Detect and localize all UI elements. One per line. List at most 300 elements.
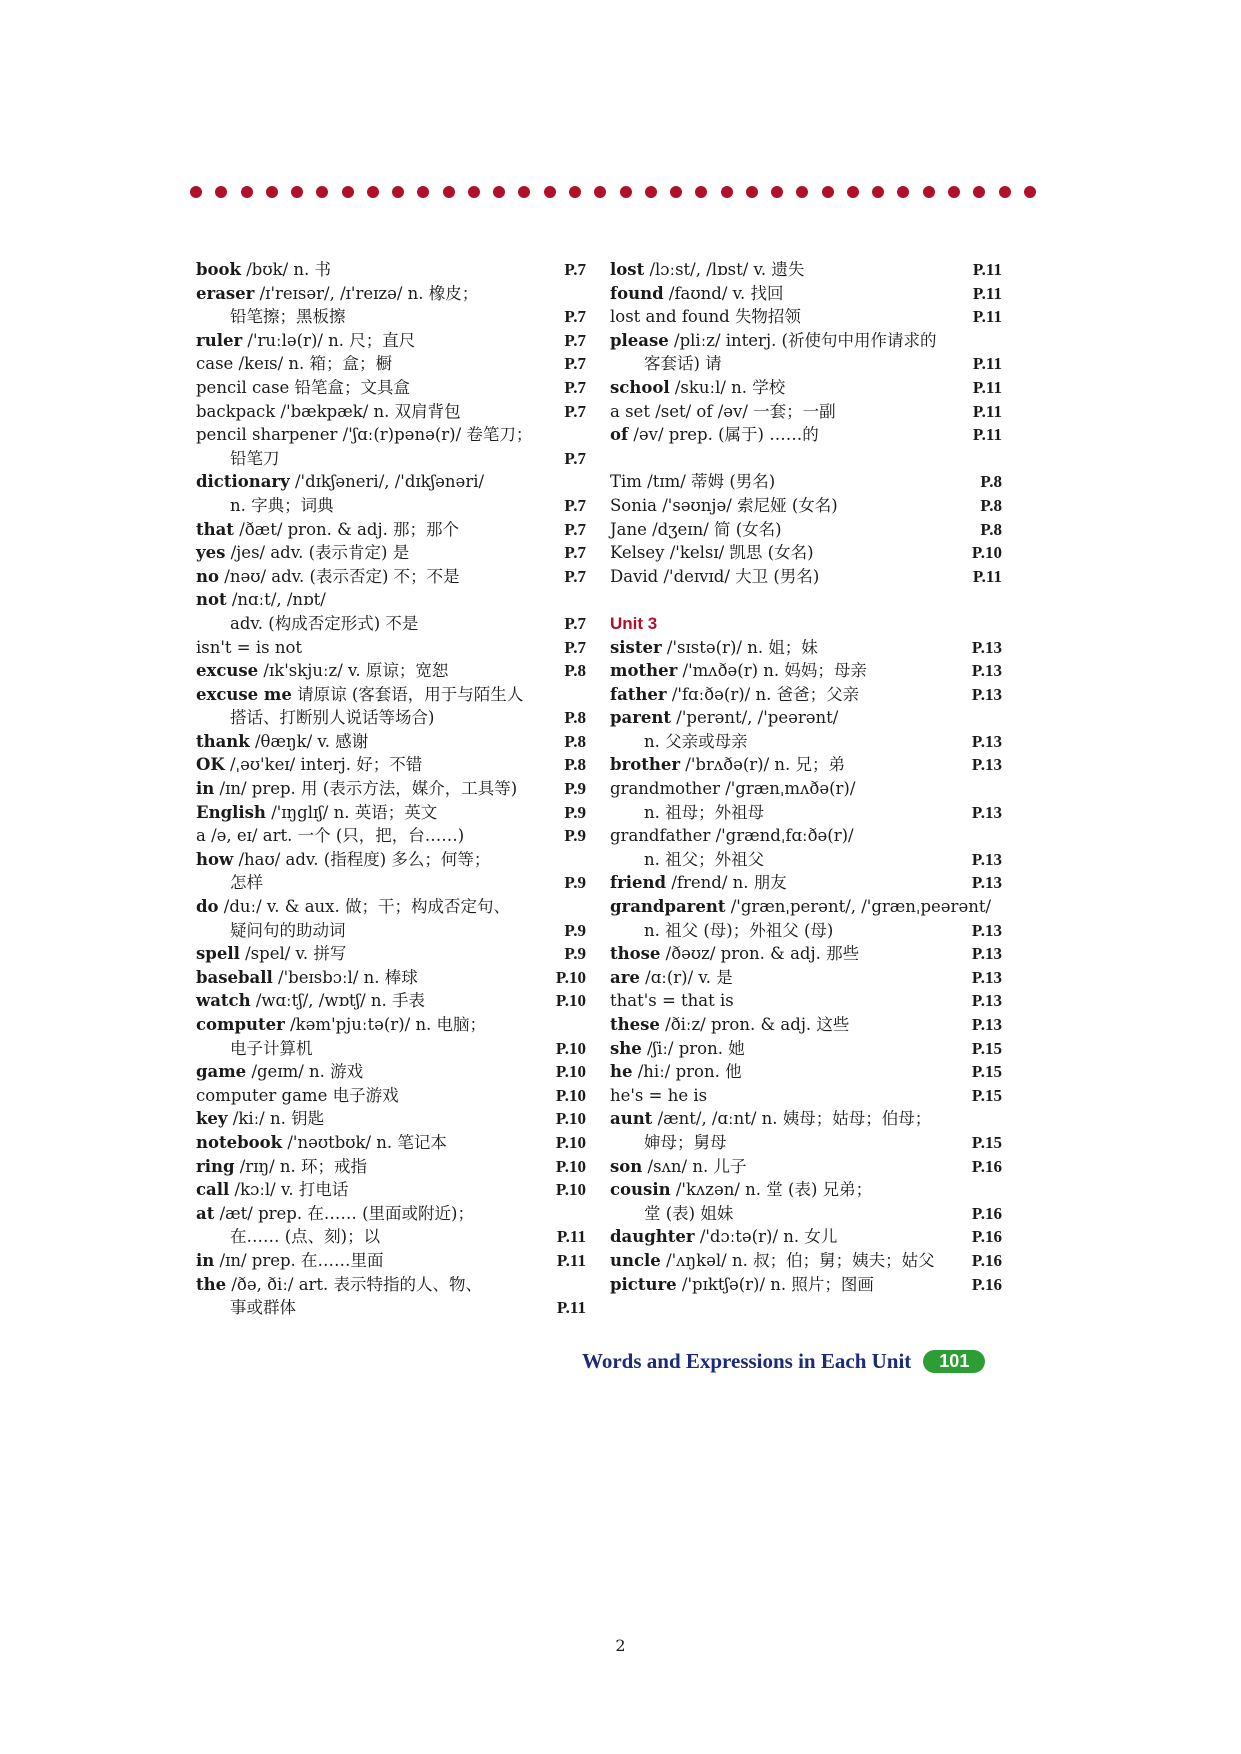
entry-text bbox=[644, 848, 764, 872]
page-ref: P.9 bbox=[564, 826, 586, 846]
divider-dot bbox=[215, 186, 227, 198]
page-ref: P.10 bbox=[555, 1085, 586, 1105]
divider-dot bbox=[822, 186, 834, 198]
divider-dot bbox=[544, 186, 556, 198]
entry-text bbox=[230, 1225, 380, 1249]
vocab-entry bbox=[196, 565, 586, 589]
vocab-entry bbox=[610, 777, 1002, 801]
vocab-entry bbox=[196, 753, 586, 777]
page-ref: P.8 bbox=[980, 519, 1002, 539]
vocab-entry bbox=[196, 494, 586, 518]
entry-text bbox=[610, 659, 867, 683]
vocab-entry bbox=[196, 730, 586, 754]
entry-text bbox=[610, 565, 819, 589]
vocab-entry bbox=[196, 989, 586, 1013]
definition: a set /set/ of /əv/ 一套；一副 bbox=[610, 401, 836, 421]
definition: pencil case 铅笔盒；文具盒 bbox=[196, 377, 411, 397]
page-ref: P.13 bbox=[971, 661, 1002, 681]
headword: that bbox=[196, 519, 234, 539]
entry-text bbox=[610, 1178, 872, 1202]
headword: school bbox=[610, 377, 670, 397]
definition: /sʌn/ n. 儿子 bbox=[647, 1156, 747, 1176]
page-ref: P.15 bbox=[971, 1132, 1002, 1152]
entry-text bbox=[196, 683, 523, 707]
page-ref: P.7 bbox=[564, 260, 586, 279]
page-ref: P.16 bbox=[971, 1156, 1002, 1176]
page-ref: P.11 bbox=[972, 307, 1002, 327]
headword: mother bbox=[610, 661, 678, 681]
headword: OK bbox=[196, 755, 225, 775]
entry-text bbox=[196, 588, 326, 612]
vocab-column-left bbox=[196, 258, 586, 1320]
vocab-entry bbox=[610, 352, 1002, 376]
entry-text bbox=[230, 305, 346, 329]
definition: /ðə, ðiː/ art. 表示特指的人、物、 bbox=[231, 1274, 483, 1294]
definition: 怎样 bbox=[230, 873, 263, 893]
entry-text bbox=[196, 329, 415, 353]
page-ref: P.10 bbox=[555, 1132, 586, 1152]
headword: at bbox=[196, 1203, 215, 1223]
vocab-entry bbox=[610, 989, 1002, 1013]
entry-text bbox=[196, 777, 517, 801]
entry-text bbox=[610, 376, 785, 400]
entry-text bbox=[610, 824, 854, 848]
headword: computer bbox=[196, 1015, 285, 1034]
entry-text bbox=[196, 470, 484, 494]
headword: in bbox=[196, 779, 215, 799]
definition: /'nəʊtbʊk/ n. 笔记本 bbox=[287, 1132, 447, 1152]
definition: pencil sharpener /'ʃɑː(r)pənə(r)/ 卷笔刀； bbox=[196, 425, 533, 445]
definition: /frend/ n. 朋友 bbox=[671, 873, 787, 893]
vocab-entry bbox=[196, 588, 586, 612]
headword: sister bbox=[610, 637, 662, 657]
vocab-entry bbox=[610, 1155, 1002, 1179]
definition: /haʊ/ adv. (指程度) 多么；何等； bbox=[238, 849, 491, 869]
entry-text bbox=[610, 258, 804, 282]
divider-dot bbox=[999, 186, 1011, 198]
vocab-entry bbox=[610, 329, 1002, 353]
page-ref: P.9 bbox=[564, 779, 586, 799]
vocab-entry bbox=[196, 518, 586, 542]
definition: 铅笔刀 bbox=[230, 448, 280, 468]
definition: case /keɪs/ n. 箱；盒；橱 bbox=[196, 354, 393, 374]
page-ref: P.13 bbox=[971, 967, 1002, 987]
definition: /'grænˌperənt/, /'grænˌpeərənt/ bbox=[730, 897, 992, 917]
headword: watch bbox=[196, 991, 251, 1011]
headword: spell bbox=[196, 944, 240, 964]
vocab-entry bbox=[610, 895, 1002, 919]
entry-text bbox=[610, 282, 783, 306]
vocab-entry bbox=[610, 588, 1002, 612]
definition: /'mʌðə(r) n. 妈妈；母亲 bbox=[682, 661, 867, 681]
definition: /'dɪkʃəneri/, /'dɪkʃənəri/ bbox=[294, 472, 485, 492]
definition: /pliːz/ interj. (祈使句中用作请求的 bbox=[674, 330, 937, 350]
headword: notebook bbox=[196, 1132, 283, 1152]
definition: /ðæt/ pron. & adj. 那；那个 bbox=[239, 519, 460, 539]
definition: /duː/ v. & aux. 做；干；构成否定句、 bbox=[223, 897, 510, 917]
page-ref: P.13 bbox=[971, 920, 1002, 940]
entry-text bbox=[610, 1013, 849, 1037]
entry-text bbox=[196, 518, 459, 542]
divider-dot bbox=[620, 186, 632, 198]
vocab-entry bbox=[610, 636, 1002, 660]
definition: /skuːl/ n. 学校 bbox=[674, 377, 786, 397]
definition: /ðəʊz/ pron. & adj. 那些 bbox=[665, 944, 860, 964]
vocab-entry bbox=[196, 919, 586, 943]
vocab-entry bbox=[610, 683, 1002, 707]
divider-dot bbox=[241, 186, 253, 198]
definition: computer game 电子游戏 bbox=[196, 1085, 399, 1105]
vocab-entry bbox=[196, 1107, 586, 1131]
definition: /ˌəʊ'keɪ/ interj. 好；不错 bbox=[229, 755, 423, 775]
divider-dot bbox=[872, 186, 884, 198]
entry-text bbox=[610, 989, 734, 1013]
entry-text bbox=[196, 1202, 474, 1226]
headword: brother bbox=[610, 755, 681, 775]
page-ref: P.11 bbox=[972, 401, 1002, 421]
page-ref: P.11 bbox=[556, 1227, 586, 1247]
definition: he's = he is bbox=[610, 1085, 708, 1105]
definition: /bʊk/ n. 书 bbox=[246, 260, 332, 279]
vocab-entry bbox=[196, 848, 586, 872]
page-ref: P.11 bbox=[556, 1250, 586, 1270]
headword: please bbox=[610, 330, 669, 350]
page-ref: P.11 bbox=[556, 1298, 586, 1318]
headword: aunt bbox=[610, 1109, 653, 1129]
vocab-entry bbox=[610, 1249, 1002, 1273]
definition: a /ə, eɪ/ art. 一个 (只，把，台……) bbox=[196, 826, 465, 846]
vocab-entry bbox=[196, 1249, 586, 1273]
unit-title: Unit 3 bbox=[610, 613, 658, 633]
headword: in bbox=[196, 1250, 215, 1270]
definition: Sonia /'səʊnjə/ 索尼娅 (女名) bbox=[610, 495, 838, 515]
divider-dot bbox=[721, 186, 733, 198]
entry-text bbox=[196, 541, 409, 565]
entry-text bbox=[196, 565, 460, 589]
page-ref: P.16 bbox=[971, 1203, 1002, 1223]
page-ref: P.10 bbox=[555, 1038, 586, 1058]
vocab-entry bbox=[610, 1131, 1002, 1155]
definition: /kəm'pjuːtə(r)/ n. 电脑； bbox=[290, 1015, 487, 1034]
page-ref: P.13 bbox=[971, 802, 1002, 822]
page-ref: P.15 bbox=[971, 1085, 1002, 1105]
vocab-entry bbox=[610, 1273, 1002, 1297]
page-ref: P.11 bbox=[972, 425, 1002, 445]
page-ref: P.8 bbox=[564, 731, 586, 751]
page-ref: P.10 bbox=[555, 1156, 586, 1176]
vocab-entry bbox=[196, 636, 586, 660]
headword: excuse me bbox=[196, 684, 292, 704]
page-ref: P.13 bbox=[971, 991, 1002, 1011]
vocab-entry bbox=[196, 376, 586, 400]
vocab-entry bbox=[610, 1202, 1002, 1226]
entry-text bbox=[230, 1037, 313, 1061]
vocab-entry bbox=[196, 423, 586, 447]
page-ref: P.13 bbox=[971, 684, 1002, 704]
definition: /ðiːz/ pron. & adj. 这些 bbox=[665, 1015, 850, 1034]
entry-text bbox=[196, 1131, 447, 1155]
headword: baseball bbox=[196, 967, 273, 987]
entry-text bbox=[610, 1225, 837, 1249]
definition: Tim /tɪm/ 蒂姆 (男名) bbox=[610, 472, 776, 492]
vocab-entry bbox=[196, 706, 586, 730]
page-ref: P.7 bbox=[564, 307, 586, 327]
definition: /'kʌzən/ n. 堂 (表) 兄弟； bbox=[675, 1180, 873, 1200]
definition: /ɪn/ prep. 在……里面 bbox=[219, 1250, 384, 1270]
headword: picture bbox=[610, 1274, 677, 1294]
entry-text bbox=[196, 423, 532, 447]
vocab-entry bbox=[196, 824, 586, 848]
definition: grandfather /'grændˌfɑːðə(r)/ bbox=[610, 826, 854, 846]
divider-dot bbox=[973, 186, 985, 198]
entry-text bbox=[196, 1013, 486, 1037]
entry-text bbox=[644, 801, 764, 825]
vocab-entry bbox=[610, 400, 1002, 424]
page-badge: 101 bbox=[923, 1350, 985, 1373]
definition: /ɪk'skjuːz/ v. 原谅；宽恕 bbox=[263, 661, 449, 681]
entry-text bbox=[196, 966, 418, 990]
divider-dot bbox=[670, 186, 682, 198]
headword: cousin bbox=[610, 1180, 671, 1200]
definition: /'ɪŋglɪʃ/ n. 英语；英文 bbox=[271, 802, 438, 822]
vocab-entry bbox=[196, 352, 586, 376]
entry-text bbox=[610, 1084, 707, 1108]
vocab-entry bbox=[196, 1060, 586, 1084]
headword: yes bbox=[196, 543, 226, 563]
entry-text bbox=[644, 1131, 727, 1155]
page-ref: P.10 bbox=[555, 991, 586, 1011]
vocab-entry bbox=[610, 1060, 1002, 1084]
vocab-entry bbox=[196, 683, 586, 707]
entry-text bbox=[196, 400, 461, 424]
entry-text bbox=[610, 942, 859, 966]
entry-text bbox=[610, 1037, 745, 1061]
vocab-entry bbox=[196, 895, 586, 919]
entry-text bbox=[610, 612, 657, 636]
entry-text bbox=[196, 824, 464, 848]
vocab-entry bbox=[610, 1225, 1002, 1249]
page-ref: P.8 bbox=[980, 472, 1002, 492]
vocab-entry bbox=[196, 1013, 586, 1037]
definition: 请原谅 (客套语，用于与陌生人 bbox=[297, 684, 524, 704]
page-ref: P.7 bbox=[564, 448, 586, 468]
vocab-entry bbox=[610, 305, 1002, 329]
page-ref: P.7 bbox=[564, 377, 586, 397]
page-ref: P.9 bbox=[564, 873, 586, 893]
entry-text bbox=[196, 1155, 367, 1179]
headword: dictionary bbox=[196, 472, 290, 492]
headword: those bbox=[610, 944, 661, 964]
divider-dot bbox=[417, 186, 429, 198]
vocab-entry bbox=[610, 801, 1002, 825]
vocab-entry bbox=[610, 966, 1002, 990]
vocab-entry bbox=[196, 777, 586, 801]
page-ref: P.9 bbox=[564, 802, 586, 822]
page-ref: P.7 bbox=[564, 330, 586, 350]
page-ref: P.15 bbox=[971, 1062, 1002, 1082]
vocab-entry bbox=[610, 1178, 1002, 1202]
page-ref: P.10 bbox=[555, 1062, 586, 1082]
vocab-entry bbox=[610, 376, 1002, 400]
divider-dot bbox=[493, 186, 505, 198]
divider-dot bbox=[190, 186, 202, 198]
vocab-entry bbox=[196, 258, 586, 282]
headword: how bbox=[196, 849, 234, 869]
entry-text bbox=[610, 636, 818, 660]
footer-title: Words and Expressions in Each Unit bbox=[582, 1349, 912, 1373]
definition: 客套话) 请 bbox=[644, 354, 722, 374]
definition: 疑问句的助动词 bbox=[230, 920, 346, 940]
page-ref: P.7 bbox=[564, 566, 586, 586]
definition: lost and found 失物招领 bbox=[610, 307, 801, 327]
definition: /æt/ prep. 在…… (里面或附近)； bbox=[219, 1203, 474, 1223]
vocab-entry bbox=[196, 1202, 586, 1226]
vocab-entry bbox=[610, 447, 1002, 471]
entry-text bbox=[196, 352, 392, 376]
entry-text bbox=[230, 447, 280, 471]
page-footer bbox=[582, 1349, 985, 1374]
definition: /rɪŋ/ n. 环；戒指 bbox=[239, 1156, 368, 1176]
entry-text bbox=[196, 730, 368, 754]
entry-text bbox=[610, 518, 782, 542]
entry-text bbox=[644, 1202, 733, 1226]
definition: /'beɪsbɔːl/ n. 棒球 bbox=[278, 967, 418, 987]
vocab-entry bbox=[196, 1273, 586, 1297]
page-ref: P.13 bbox=[971, 849, 1002, 869]
definition: /wɑːtʃ/, /wɒtʃ/ n. 手表 bbox=[255, 991, 426, 1011]
divider-dot bbox=[316, 186, 328, 198]
definition: 搭话、打断别人说话等场合) bbox=[230, 708, 435, 728]
definition: 事或群体 bbox=[230, 1298, 296, 1318]
page-ref: P.13 bbox=[971, 731, 1002, 751]
definition: /θæŋk/ v. 感谢 bbox=[255, 731, 369, 751]
vocab-entry bbox=[196, 400, 586, 424]
entry-text bbox=[196, 1178, 348, 1202]
headword: English bbox=[196, 802, 266, 822]
headword: game bbox=[196, 1062, 247, 1082]
vocab-entry bbox=[196, 329, 586, 353]
page-ref: P.11 bbox=[972, 260, 1002, 279]
headword: friend bbox=[610, 873, 667, 893]
definition: /'perənt/, /'peərənt/ bbox=[676, 708, 839, 728]
definition: /spel/ v. 拼写 bbox=[245, 944, 347, 964]
definition: /'pɪktʃə(r)/ n. 照片；图画 bbox=[681, 1274, 874, 1294]
page-ref: P.11 bbox=[972, 283, 1002, 303]
entry-text bbox=[610, 706, 838, 730]
headword: no bbox=[196, 566, 220, 586]
divider-dot bbox=[746, 186, 758, 198]
definition: n. 祖母；外祖母 bbox=[644, 802, 765, 822]
headword: grandparent bbox=[610, 897, 726, 917]
vocab-entry bbox=[196, 942, 586, 966]
vocab-entry bbox=[610, 518, 1002, 542]
page-ref: P.7 bbox=[564, 637, 586, 657]
entry-text bbox=[230, 612, 418, 636]
definition: /'ʌŋkəl/ n. 叔；伯；舅；姨夫；姑父 bbox=[666, 1250, 935, 1270]
page-ref: P.11 bbox=[972, 566, 1002, 586]
page-ref: P.8 bbox=[980, 495, 1002, 515]
definition: 堂 (表) 姐妹 bbox=[644, 1203, 734, 1223]
vocab-entry bbox=[610, 1037, 1002, 1061]
entry-text bbox=[196, 258, 331, 282]
divider-dot bbox=[266, 186, 278, 198]
page-ref: P.13 bbox=[971, 873, 1002, 893]
page-ref: P.16 bbox=[971, 1250, 1002, 1270]
entry-text bbox=[196, 1249, 384, 1273]
page-ref: P.11 bbox=[972, 354, 1002, 374]
vocab-entry bbox=[196, 871, 586, 895]
definition: /lɔːst/, /lɒst/ v. 遗失 bbox=[649, 260, 805, 279]
definition: 电子计算机 bbox=[230, 1038, 313, 1058]
definition: /hiː/ pron. 他 bbox=[637, 1062, 742, 1082]
page-ref: P.11 bbox=[972, 377, 1002, 397]
entry-text bbox=[196, 801, 437, 825]
vocab-entry bbox=[610, 1013, 1002, 1037]
definition: /geɪm/ n. 游戏 bbox=[251, 1062, 364, 1082]
entry-text bbox=[610, 470, 775, 494]
entry-text bbox=[196, 848, 490, 872]
page-ref: P.7 bbox=[564, 354, 586, 374]
definition: 婶母；舅母 bbox=[644, 1132, 727, 1152]
entry-text bbox=[610, 1273, 874, 1297]
vocab-entry bbox=[610, 848, 1002, 872]
divider-dot bbox=[948, 186, 960, 198]
page-ref: P.13 bbox=[971, 755, 1002, 775]
entry-text bbox=[610, 1155, 746, 1179]
entry-text bbox=[610, 329, 937, 353]
vocab-entry bbox=[610, 942, 1002, 966]
entry-text bbox=[610, 777, 855, 801]
definition: /ɑː(r)/ v. 是 bbox=[645, 967, 733, 987]
headword: daughter bbox=[610, 1227, 695, 1247]
definition: 铅笔擦；黑板擦 bbox=[230, 307, 346, 327]
entry-text bbox=[644, 352, 722, 376]
entry-text bbox=[610, 494, 838, 518]
entry-text bbox=[196, 753, 422, 777]
entry-text bbox=[610, 1060, 742, 1084]
divider-dot bbox=[771, 186, 783, 198]
vocab-entry bbox=[196, 1225, 586, 1249]
headword: she bbox=[610, 1038, 642, 1058]
divider-dot bbox=[443, 186, 455, 198]
vocab-entry bbox=[610, 541, 1002, 565]
definition: that's = that is bbox=[610, 991, 734, 1011]
headword: parent bbox=[610, 708, 672, 728]
vocab-entry bbox=[196, 659, 586, 683]
headword: found bbox=[610, 283, 664, 303]
definition: /'ruːlə(r)/ n. 尺；直尺 bbox=[247, 330, 416, 350]
entry-text bbox=[196, 1060, 363, 1084]
definition: n. 字典；词典 bbox=[230, 495, 334, 515]
headword: lost bbox=[610, 260, 645, 279]
vocab-entry bbox=[196, 1296, 586, 1320]
divider-dot bbox=[291, 186, 303, 198]
headword: uncle bbox=[610, 1250, 661, 1270]
definition: n. 父亲或母亲 bbox=[644, 731, 748, 751]
headword: ruler bbox=[196, 330, 243, 350]
entry-text bbox=[610, 1249, 935, 1273]
definition: n. 祖父；外祖父 bbox=[644, 849, 765, 869]
entry-text bbox=[196, 636, 302, 660]
vocab-entry bbox=[610, 470, 1002, 494]
vocab-column-right bbox=[610, 258, 1002, 1296]
definition: /ɪ'reɪsər/, /ɪ'reɪzə/ n. 橡皮； bbox=[259, 283, 479, 303]
vocab-entry bbox=[196, 447, 586, 471]
vocab-entry bbox=[610, 871, 1002, 895]
vocab-entry bbox=[610, 565, 1002, 589]
headword: do bbox=[196, 897, 219, 917]
vocab-entry bbox=[610, 824, 1002, 848]
